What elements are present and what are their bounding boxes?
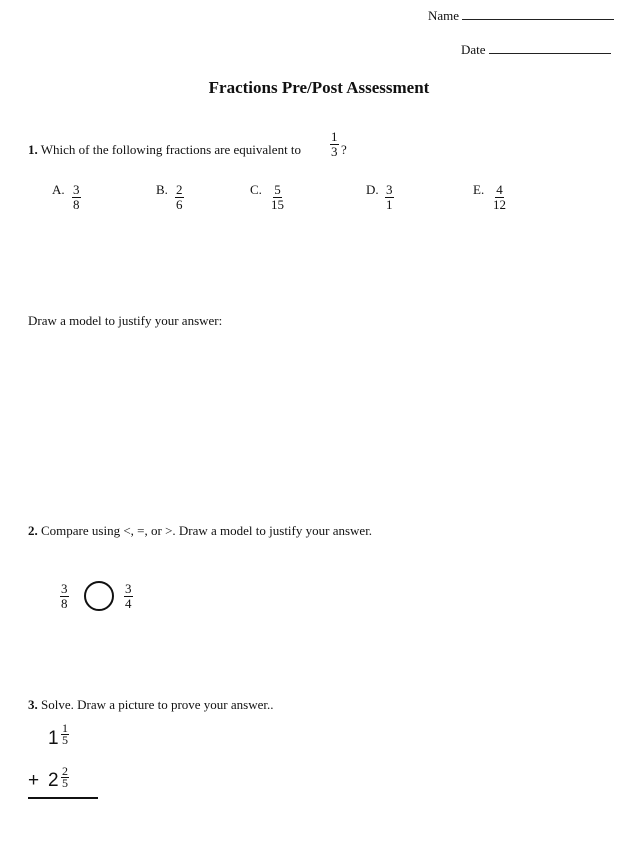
fraction-denominator: 1: [386, 197, 393, 212]
fraction-denominator: 5: [62, 776, 68, 790]
fraction-denominator: 12: [493, 197, 506, 212]
date-label: Date: [461, 42, 486, 57]
fraction-numerator: 3: [61, 581, 68, 596]
fraction-denominator: 4: [125, 596, 132, 611]
option-e-fraction[interactable]: [493, 183, 506, 212]
q2-number: 2.: [28, 523, 38, 538]
sum-line: [28, 797, 98, 799]
page-title: Fractions Pre/Post Assessment: [208, 78, 430, 97]
fraction-numerator: 3: [386, 182, 393, 197]
q3-text: Solve. Draw a picture to prove your answer..: [41, 697, 274, 712]
fraction-denominator: 3: [331, 144, 338, 159]
q3-line2-whole: 2: [48, 770, 59, 791]
fraction-numerator: 2: [176, 182, 183, 197]
option-d-fraction[interactable]: [385, 183, 394, 212]
q3-number: 3.: [28, 697, 38, 712]
option-a-fraction[interactable]: [72, 183, 81, 212]
q3-line2-fraction: [61, 766, 69, 789]
option-b-letter[interactable]: B.: [156, 182, 168, 197]
q2-text: Compare using <, =, or >. Draw a model to justify your answer.: [41, 523, 373, 538]
q3-line1-fraction: [61, 723, 69, 746]
fraction-numerator: 5: [274, 182, 281, 197]
fraction-numerator: 3: [125, 581, 132, 596]
q2-left-fraction: [60, 582, 69, 611]
q1-number: 1.: [28, 142, 38, 157]
option-d-letter[interactable]: D.: [366, 182, 379, 197]
date-field: [461, 42, 611, 58]
fraction-denominator: 8: [73, 197, 80, 212]
fraction-denominator: 8: [61, 596, 68, 611]
name-label: Name: [428, 8, 460, 23]
q1-text: Which of the following fractions are equivalent to: [40, 142, 302, 157]
fraction-numerator: 1: [62, 721, 68, 735]
name-field: [428, 8, 614, 24]
option-c-letter[interactable]: C.: [250, 182, 262, 197]
fraction-numerator: 1: [331, 129, 338, 144]
fraction-denominator: 5: [62, 733, 68, 747]
fraction-numerator: 4: [496, 182, 503, 197]
q2-right-fraction: [124, 582, 133, 611]
option-c-fraction[interactable]: [271, 183, 284, 212]
q1-prompt: [28, 142, 301, 158]
q1-model-prompt: Draw a model to justify your answer:: [28, 313, 223, 328]
fraction-numerator: 2: [62, 764, 68, 778]
option-a-letter[interactable]: A.: [52, 182, 65, 197]
q2-prompt: [28, 523, 372, 539]
fraction-denominator: 6: [176, 197, 183, 212]
q1-target-fraction: [330, 130, 339, 159]
fraction-numerator: 3: [73, 182, 80, 197]
option-e-letter[interactable]: E.: [473, 182, 485, 197]
q3-plus-sign: +: [28, 770, 40, 791]
option-b-fraction[interactable]: [175, 183, 184, 212]
q1-suffix: ?: [341, 142, 347, 157]
name-blank[interactable]: [462, 19, 614, 20]
fraction-denominator: 15: [271, 197, 284, 212]
comparison-circle[interactable]: [84, 581, 114, 611]
q3-prompt: [28, 697, 274, 713]
q3-line1-whole: 1: [48, 728, 59, 749]
date-blank[interactable]: [489, 53, 611, 54]
